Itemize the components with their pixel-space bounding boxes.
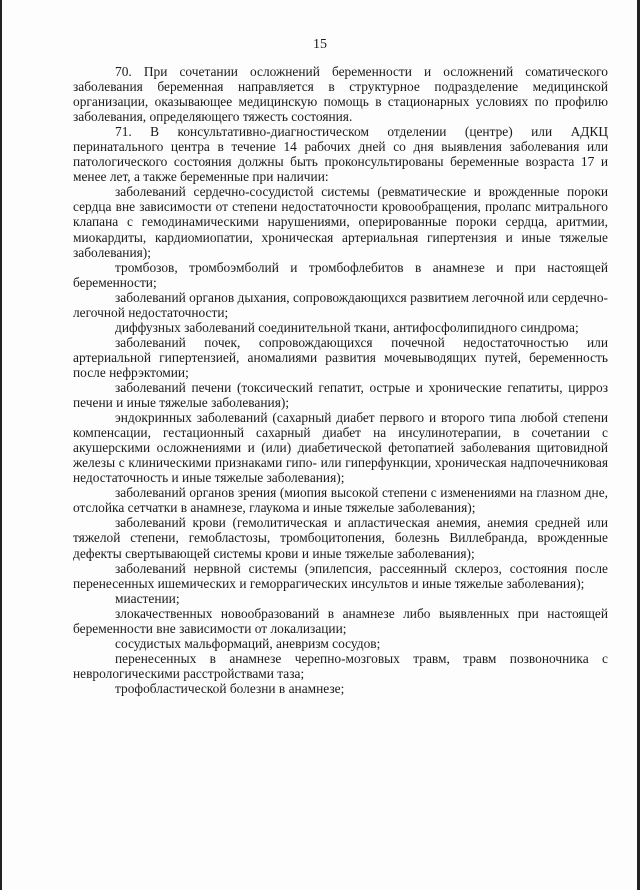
list-item-kidney: заболеваний почек, сопровождающихся почечной недостаточностью или артериальной гипертензией, аномалиями развития мочевыводящих путей, беременность после нефрэктомии;	[73, 334, 608, 380]
list-item-liver: заболеваний печени (токсический гепатит, острые и хронические гепатиты, цирроз печени и иные тяжелые заболевания);	[73, 379, 608, 411]
list-item-trauma: перенесенных в анамнезе черепно-мозговых травм, травм позвоночника с неврологическими расстройствами таза;	[73, 650, 608, 681]
list-item-blood: заболеваний крови (гемолитическая и апластическая анемия, анемия средней или тяжелой степени, гемобластозы, тромбоцитопения, болезнь Виллебранда, врожденные дефекты свертывающей системы крови и иные тяжелые заболевания);	[73, 515, 608, 561]
paragraph-71: 71. В консультативно-диагностическом отделении (центре) или АДКЦ перинатального центра в течение 14 рабочих дней со дня выявления заболевания или патологического состояния должны быть проконсультированы беременные возраста 17 и менее лет, а также беременные при наличии:	[73, 124, 608, 185]
list-item-neoplasms: злокачественных новообразований в анамнезе либо выявленных при настоящей беременности вне зависимости от локализации;	[73, 605, 608, 636]
list-item-vascular: сосудистых мальформаций, аневризм сосудов;	[115, 635, 381, 651]
list-item-endocrine: эндокринных заболеваний (сахарный диабет первого и второго типа любой степени компенсации, гестационный сахарный диабет на инсулинотерапии, в сочетании с акушерскими осложнениями и (или) диабетической фетопатией заболевания щитовидной железы с клиническими признаками гипо- или гиперфункции, хроническая надпочечниковая недостаточность и иные тяжелые заболевания);	[73, 410, 608, 486]
list-item-nervous: заболеваний нервной системы (эпилепсия, рассеянный склероз, состояния после перенесенных ишемических и геморрагических инсультов и иные тяжелые заболевания);	[73, 560, 608, 591]
list-item-vision: заболеваний органов зрения (миопия высокой степени с изменениями на глазном дне, отслойка сетчатки в анамнезе, глаукома и иные тяжелые заболевания);	[73, 485, 608, 516]
scan-left-edge	[0, 0, 2, 890]
list-item-thrombosis: тромбозов, тромбоэмболий и тромбофлебитов в анамнезе и при настоящей беременности;	[73, 259, 608, 290]
list-item-cardiovascular: заболеваний сердечно-сосудистой системы (ревматические и врожденные пороки сердца вне зависимости от степени недостаточности кровообращения, пролапс митрального клапана с гемодинамическими нарушениями, оперированные пороки сердца, аритмии, миокардиты, кардиомиопатии, хроническая артериальная гипертензия и иные тяжелые заболевания);	[73, 184, 608, 260]
list-item-connective-tissue: диффузных заболеваний соединительной ткани, антифосфолипидного синдрома;	[115, 319, 579, 335]
page-number: 15	[313, 37, 327, 52]
list-item-myasthenia: миастении;	[115, 590, 180, 606]
document-body	[73, 64, 608, 696]
list-item-trophoblastic: трофобластической болезни в анамнезе;	[115, 680, 345, 696]
paragraph-70: 70. При сочетании осложнений беременности и осложнений соматического заболевания беременная направляется в структурное подразделение медицинской организации, оказывающее медицинскую помощь в стационарных условиях по профилю заболевания, определяющего тяжесть состояния.	[73, 64, 608, 125]
list-item-respiratory: заболеваний органов дыхания, сопровождающихся развитием легочной или сердечно-легочной недостаточности;	[73, 289, 608, 320]
